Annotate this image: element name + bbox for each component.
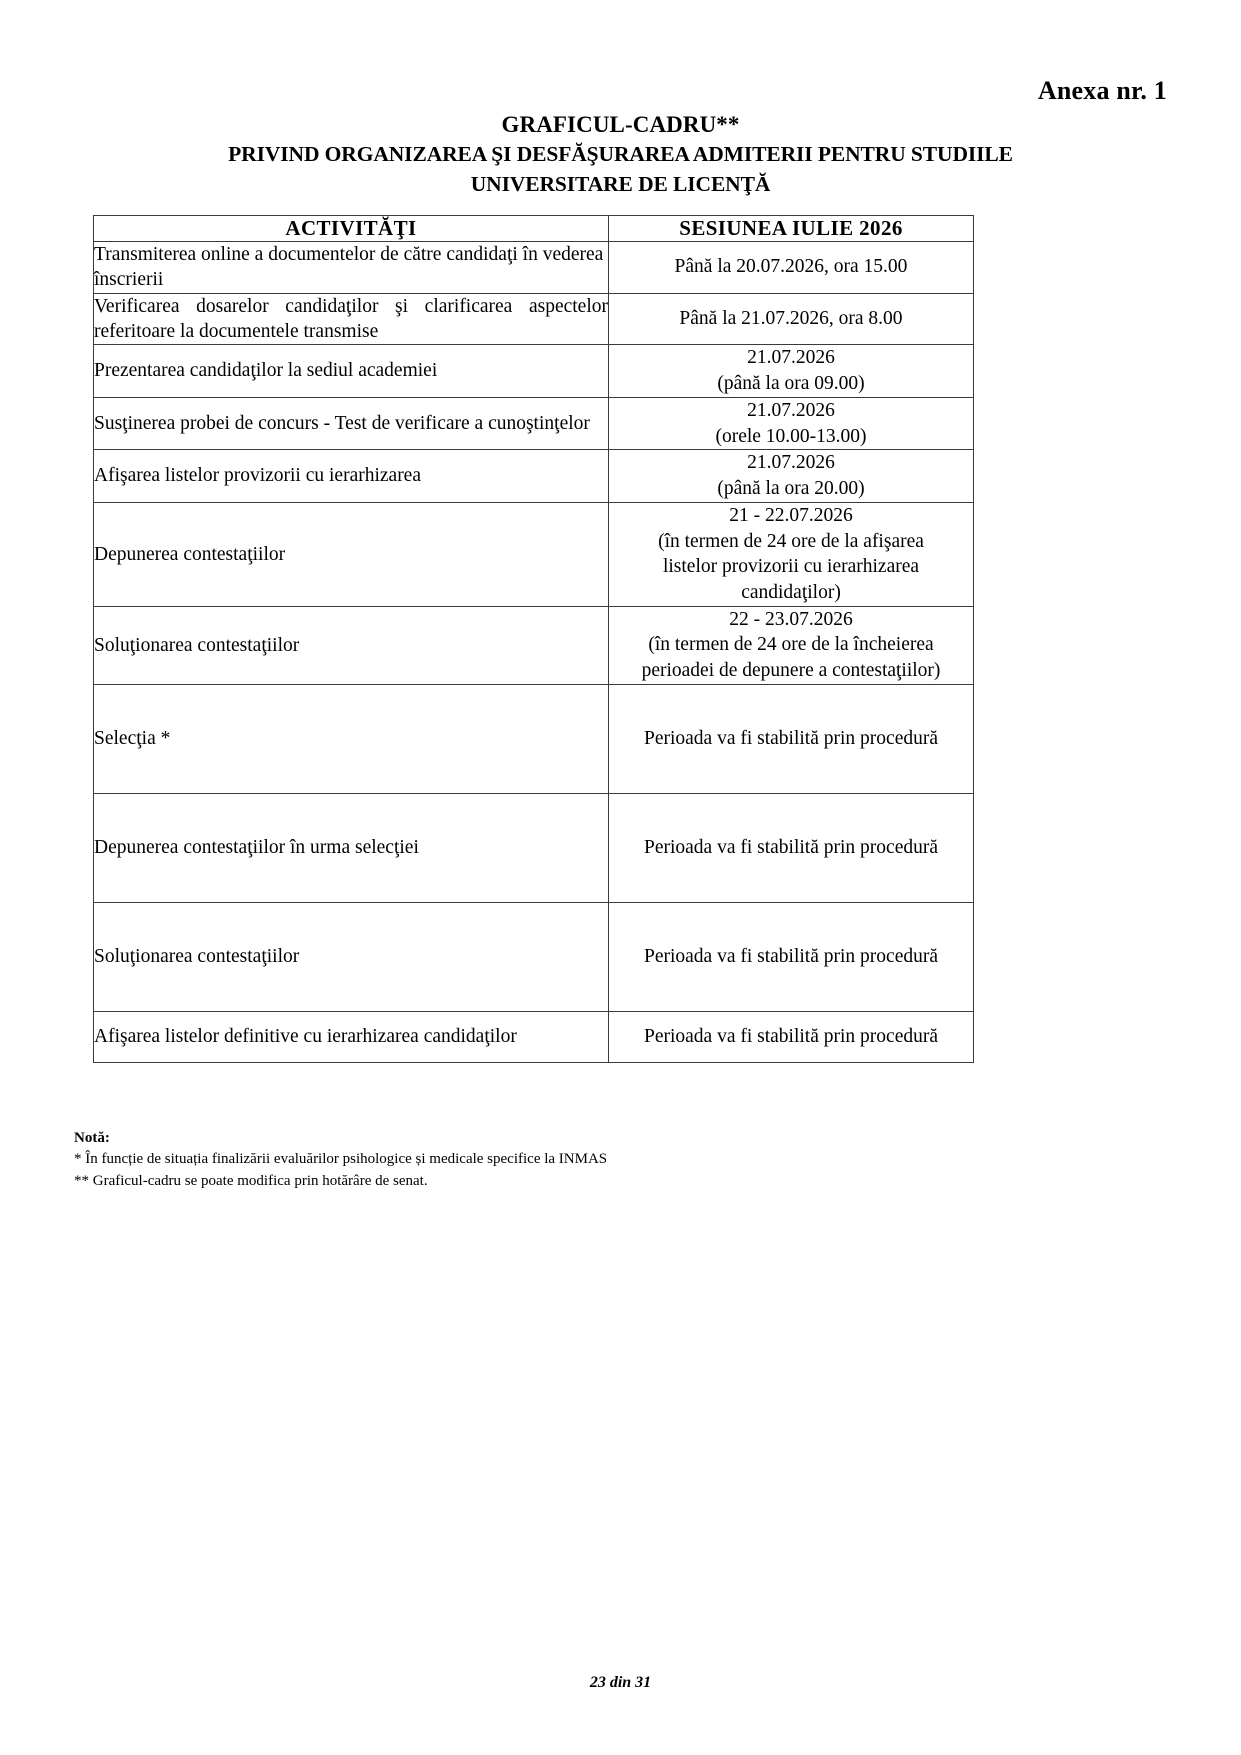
- session-cell: [609, 684, 974, 793]
- session-line: (până la ora 20.00): [717, 478, 865, 500]
- session-line: perioadei de depunere a contestaţiilor): [641, 660, 941, 682]
- activity-cell: Susţinerea probei de concurs - Test de verificare a cunoştinţelor: [94, 397, 609, 449]
- note-line-single-asterisk: * În funcție de situația finalizării evaluărilor psihologice și medicale specifice la INMAS: [74, 1151, 608, 1168]
- table-row: [94, 684, 974, 793]
- activity-cell: Soluţionarea contestaţiilor: [94, 606, 609, 684]
- document-title-block: [110, 110, 1131, 200]
- column-header-activities: ACTIVITĂŢI: [94, 216, 609, 242]
- activity-cell: Verificarea dosarelor candidaţilor şi clarificarea aspectelor referitoare la documentele transmise: [94, 293, 609, 345]
- activity-cell: Afişarea listelor definitive cu ierarhizarea candidaţilor: [94, 1011, 609, 1062]
- page-subtitle-line-1: PRIVIND ORGANIZAREA ŞI DESFĂŞURAREA ADMITERII PENTRU STUDIILE: [228, 142, 1013, 167]
- session-line: Până la 21.07.2026, ora 8.00: [679, 308, 903, 330]
- activity-cell: Selecţia *: [94, 684, 609, 793]
- session-line: candidaţilor): [741, 581, 841, 603]
- note-block: [74, 1128, 974, 1192]
- schedule-table-body: [94, 242, 974, 1063]
- session-line: (orele 10.00-13.00): [715, 425, 867, 447]
- session-line: Perioada va fi stabilită prin procedură: [643, 728, 938, 750]
- table-row: [94, 397, 974, 449]
- table-row: [94, 793, 974, 902]
- activity-cell: Depunerea contestaţiilor: [94, 502, 609, 606]
- schedule-table: [93, 215, 974, 1063]
- table-header-row: [94, 216, 974, 242]
- table-row: [94, 1011, 974, 1062]
- session-line: Perioada va fi stabilită prin procedură: [643, 1026, 938, 1048]
- annex-label: Anexa nr. 1: [1037, 76, 1167, 105]
- session-line: (până la ora 09.00): [717, 373, 865, 395]
- page-footer: 23 din 31: [589, 1674, 652, 1691]
- column-header-session: SESIUNEA IULIE 2026: [609, 216, 974, 242]
- table-row: [94, 606, 974, 684]
- session-cell: [609, 345, 974, 397]
- session-cell: [609, 793, 974, 902]
- session-line: Până la 20.07.2026, ora 15.00: [674, 256, 908, 278]
- session-line: 21 - 22.07.2026: [729, 504, 853, 526]
- session-line: (în termen de 24 ore de la afişarea: [658, 530, 924, 552]
- table-row: [94, 450, 974, 502]
- session-line: 21.07.2026: [747, 347, 835, 369]
- session-line: (în termen de 24 ore de la încheierea: [648, 634, 934, 656]
- note-title: Notă:: [74, 1130, 110, 1146]
- page-subtitle-line-2: UNIVERSITARE DE LICENŢĂ: [470, 172, 771, 197]
- activity-cell: Transmiterea online a documentelor de către candidaţi în vederea înscrierii: [94, 242, 609, 294]
- activity-cell: Prezentarea candidaţilor la sediul academiei: [94, 345, 609, 397]
- session-cell: [609, 902, 974, 1011]
- session-cell: [609, 242, 974, 294]
- session-line: 22 - 23.07.2026: [729, 608, 853, 630]
- session-line: Perioada va fi stabilită prin procedură: [643, 946, 938, 968]
- activity-cell: Depunerea contestaţiilor în urma selecţiei: [94, 793, 609, 902]
- table-row: [94, 293, 974, 345]
- session-cell: [609, 1011, 974, 1062]
- session-cell: [609, 502, 974, 606]
- table-row: [94, 345, 974, 397]
- session-cell: [609, 397, 974, 449]
- session-line: 21.07.2026: [747, 452, 835, 474]
- session-cell: [609, 450, 974, 502]
- activity-cell: Soluţionarea contestaţiilor: [94, 902, 609, 1011]
- session-line: listelor provizorii cu ierarhizarea: [662, 556, 920, 578]
- session-line: 21.07.2026: [747, 399, 835, 421]
- session-cell: [609, 606, 974, 684]
- session-line: Perioada va fi stabilită prin procedură: [643, 837, 938, 859]
- activity-cell: Afişarea listelor provizorii cu ierarhizarea: [94, 450, 609, 502]
- note-line-double-asterisk: ** Graficul-cadru se poate modifica prin hotărâre de senat.: [74, 1172, 428, 1189]
- table-row: [94, 502, 974, 606]
- table-row: [94, 902, 974, 1011]
- table-row: [94, 242, 974, 294]
- page-title: GRAFICUL-CADRU**: [501, 112, 740, 137]
- schedule-table-wrapper: [93, 215, 973, 1063]
- session-cell: [609, 293, 974, 345]
